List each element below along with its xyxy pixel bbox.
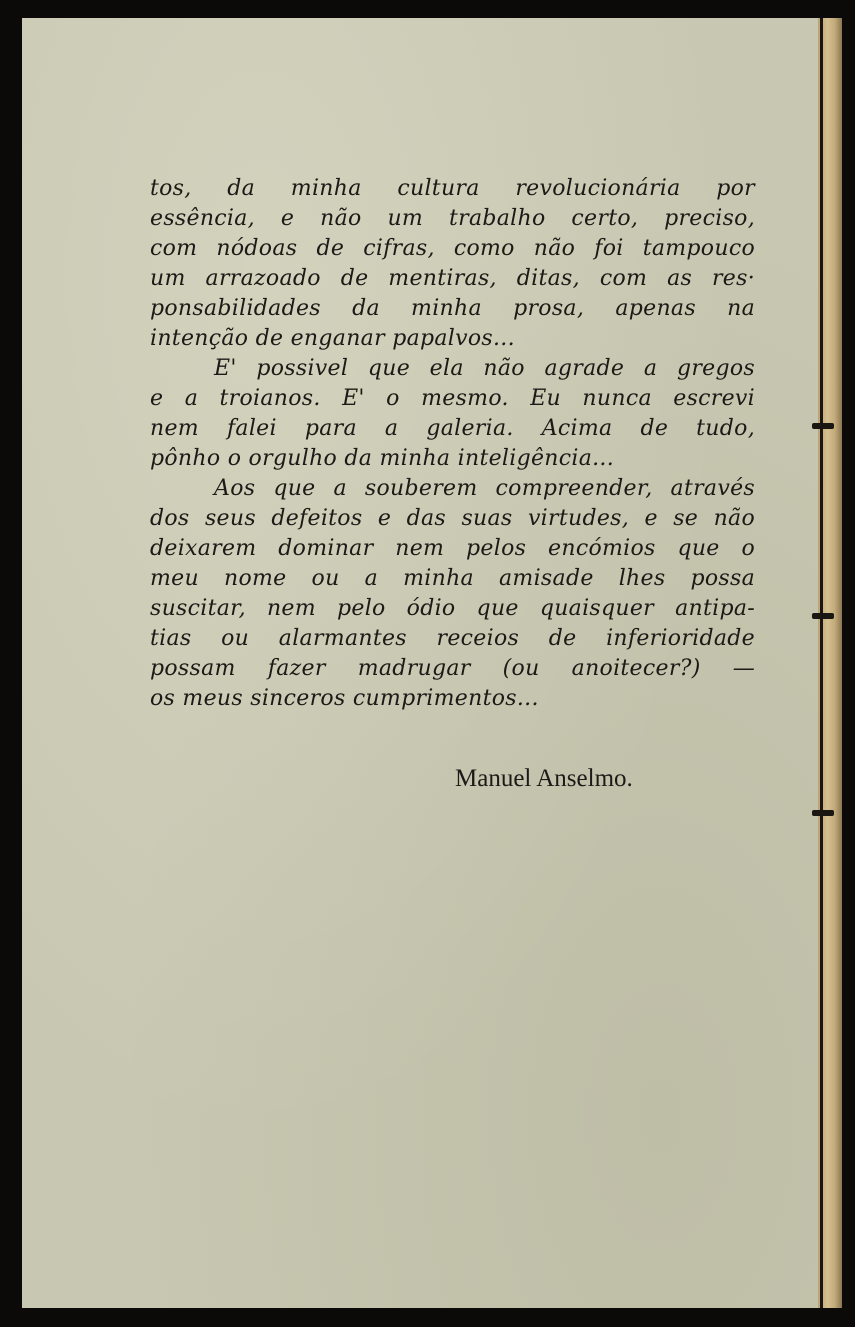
- text-line: suscitar, nem pelo ódio que quaisquer antipa-: [150, 596, 755, 621]
- text-line: tos, da minha cultura revolucionária por: [150, 176, 755, 201]
- text-line: possam fazer madrugar (ou anoitecer?) —: [150, 656, 755, 681]
- text-line: Aos que a souberem compreender, através: [214, 476, 755, 501]
- text-line: os meus sinceros cumprimentos...: [150, 686, 539, 711]
- binding-mark: [812, 423, 834, 429]
- binding-mark: [812, 613, 834, 619]
- text-line: E' possivel que ela não agrade a gregos: [214, 356, 755, 381]
- text-line: e a troianos. E' o mesmo. Eu nunca escrevi: [150, 386, 755, 411]
- text-line: nem falei para a galeria. Acima de tudo,: [150, 416, 755, 441]
- text-line: pônho o orgulho da minha inteligência...: [150, 446, 614, 471]
- author-signature: Manuel Anselmo.: [455, 765, 633, 792]
- text-line: essência, e não um trabalho certo, preciso,: [150, 206, 755, 231]
- body-paragraphs: [150, 174, 755, 714]
- text-line: ponsabilidades da minha prosa, apenas na: [150, 296, 755, 321]
- text-line: um arrazoado de mentiras, ditas, com as res·: [150, 266, 755, 291]
- page-fold-line: [820, 18, 823, 1308]
- text-line: deixarem dominar nem pelos encómios que o: [150, 536, 755, 561]
- text-line: dos seus defeitos e das suas virtudes, e se não: [150, 506, 755, 531]
- text-line: intenção de enganar papalvos...: [150, 326, 515, 351]
- text-line: com nódoas de cifras, como não foi tampouco: [150, 236, 755, 261]
- binding-mark: [812, 810, 834, 816]
- text-line: tias ou alarmantes receios de inferioridade: [150, 626, 755, 651]
- text-line: meu nome ou a minha amisade lhes possa: [150, 566, 755, 591]
